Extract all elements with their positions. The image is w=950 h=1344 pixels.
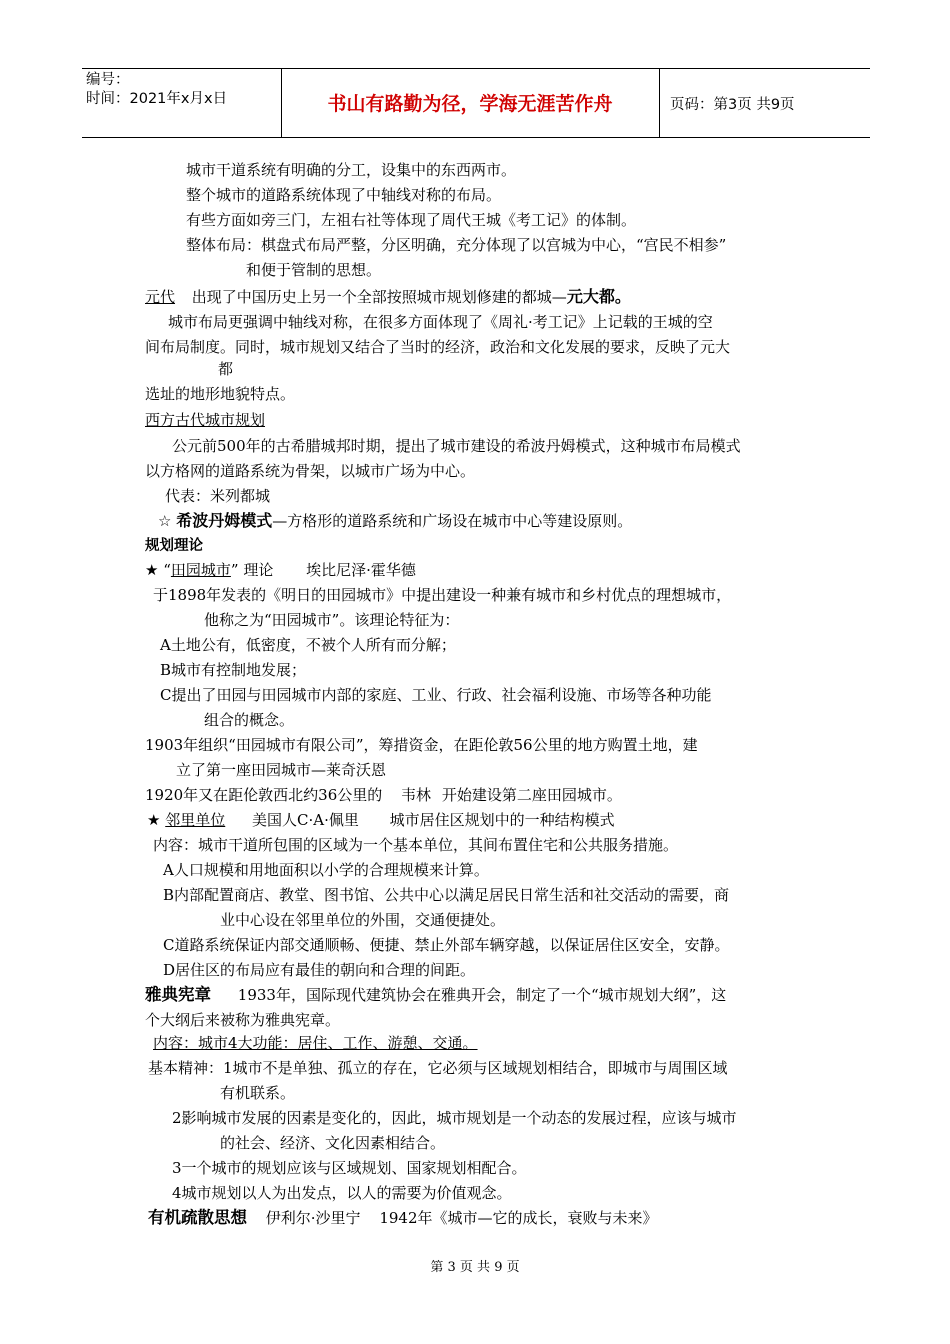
list-item: C道路系统保证内部交通顺畅、便捷、禁止外部车辆穿越，以保证居住区安全，安静。 <box>163 936 730 954</box>
text-span: 1933年，国际现代建筑协会在雅典开会，制定了一个“城市规划大纲”，这 <box>237 986 727 1004</box>
text-line: 都 <box>218 360 234 378</box>
text-line: 选址的地形地貌特点。 <box>145 385 296 403</box>
header-page-label: 页码：第3页 共9页 <box>670 97 795 113</box>
list-item: B城市有控制地发展； <box>160 661 307 679</box>
section-line-hippodamus <box>158 511 632 531</box>
text-span: ” 理论 <box>230 561 274 579</box>
text-span: —方格形的道路系统和广场设在城市中心等建设原则。 <box>272 512 633 530</box>
header-divider <box>659 69 660 137</box>
author-perry: 美国人C·A·佩里 <box>252 811 359 829</box>
list-item: A土地公有，低密度，不被个人所有而分解； <box>160 636 456 654</box>
list-item: 2影响城市发展的因素是变化的，因此，城市规划是一个动态的发展过程，应该与城市 <box>172 1109 737 1127</box>
text-line-underlined: 内容：城市4大功能：居住、工作、游憩、交通。 <box>153 1034 478 1052</box>
author-saarinen: 伊利尔·沙里宁 <box>265 1209 361 1227</box>
text-line: 基本精神：1城市不是单独、孤立的存在，它必须与区域规划相结合，即城市与周围区域 <box>148 1059 728 1077</box>
heading-west: 西方古代城市规划 <box>145 411 266 429</box>
date-label: 时间：2021年x月x日 <box>86 91 228 107</box>
text-line: 代表：米列都城 <box>165 487 271 505</box>
list-item: D居住区的布局应有最佳的朝向和合理的间距。 <box>163 961 476 979</box>
keyword-athens-charter: 雅典宪章 <box>145 985 211 1004</box>
keyword-yuandadu: 元大都。 <box>566 287 631 306</box>
star-filled-icon: ★ <box>147 811 161 829</box>
keyword-hippodamus: 希波丹姆模式 <box>176 511 273 530</box>
text-line-1920 <box>145 785 622 805</box>
text-line: 个大纲后来被称为雅典宪章。 <box>145 1011 341 1029</box>
text-line: 整个城市的道路系统体现了中轴线对称的布局。 <box>186 186 502 204</box>
text-line: 有些方面如旁三门，左祖右社等体现了周代王城《考工记》的体制。 <box>186 211 637 229</box>
text-line: 整体布局：棋盘式布局严整，分区明确，充分体现了以宫城为中心，“宫民不相参” <box>186 236 727 254</box>
heading-yuan: 元代 <box>145 288 176 306</box>
text-line: 1903年组织“田园城市有限公司”，筹措资金，在距伦敦56公里的地方购置土地，建 <box>145 736 698 754</box>
list-item: B内部配置商店、教堂、图书馆、公共中心以满足居民日常生活和社交活动的需要，商 <box>163 886 730 904</box>
text-span: 城市居住区规划中的一种结构模式 <box>389 811 615 829</box>
page-footer: 第 3 页 共 9 页 <box>430 1260 520 1275</box>
text-span: 出现了中国历史上另一个全部按照城市规划修建的都城— <box>191 288 567 306</box>
header-motto: 书山有路勤为径，学海无涯苦作舟 <box>327 93 613 115</box>
text-line: 的社会、经济、文化因素相结合。 <box>220 1134 446 1152</box>
text-line: 有机联系。 <box>220 1084 296 1102</box>
text-span: 韦林 <box>401 786 432 804</box>
text-line: 他称之为“田园城市”。该理论特征为： <box>204 611 460 629</box>
text-span: 开始建设第二座田园城市。 <box>441 786 622 804</box>
text-line: 于1898年发表的《明日的田园城市》中提出建设一种兼有城市和乡村优点的理想城市， <box>153 586 732 604</box>
star-outline-icon: ☆ <box>158 512 172 530</box>
header-divider <box>281 69 282 137</box>
list-item: A人口规模和用地面积以小学的合理规模来计算。 <box>163 861 489 879</box>
list-item: 4城市规划以人为出发点，以人的需要为价值观念。 <box>172 1184 512 1202</box>
keyword-neighborhood-unit: 邻里单位 <box>165 811 226 829</box>
text-line: 和便于管制的思想。 <box>246 261 382 279</box>
section-line-athens <box>145 985 726 1005</box>
text-line: 业中心设在邻里单位的外围，交通便捷处。 <box>220 911 506 929</box>
list-item: 3一个城市的规划应该与区域规划、国家规划相配合。 <box>172 1159 527 1177</box>
keyword-organic-decentralization: 有机疏散思想 <box>148 1208 247 1227</box>
text-line: 立了第一座田园城市—莱奇沃恩 <box>176 761 387 779</box>
section-line-neighborhood <box>147 810 615 830</box>
section-line-yuan <box>145 287 631 307</box>
text-span: 1942年《城市—它的成长，衰败与未来》 <box>379 1209 658 1227</box>
star-filled-icon: ★ “ <box>145 561 171 579</box>
text-line: 组合的概念。 <box>204 711 295 729</box>
section-line-garden-city <box>145 560 416 580</box>
text-line: 内容：城市干道所包围的区域为一个基本单位，其间布置住宅和公共服务措施。 <box>153 836 679 854</box>
heading-theory: 规划理论 <box>145 538 203 554</box>
list-item: C提出了田园与田园城市内部的家庭、工业、行政、社会福利设施、市场等各种功能 <box>160 686 712 704</box>
text-line: 间布局制度。同时，城市规划又结合了当时的经济，政治和文化发展的要求，反映了元大 <box>145 338 731 356</box>
header-left <box>86 71 227 109</box>
number-label: 编号： <box>86 72 130 88</box>
text-line: 城市布局更强调中轴线对称，在很多方面体现了《周礼·考工记》上记载的王城的空 <box>168 313 713 331</box>
author-howard: 埃比尼泽·霍华德 <box>306 561 416 579</box>
page-header <box>82 68 870 138</box>
text-line: 以方格网的道路系统为骨架，以城市广场为中心。 <box>145 462 476 480</box>
text-span: 1920年又在距伦敦西北约36公里的 <box>145 786 383 804</box>
text-line: 城市干道系统有明确的分工，设集中的东西两市。 <box>186 161 517 179</box>
section-line-organic <box>148 1208 658 1228</box>
keyword-garden-city: 田园城市 <box>170 561 231 579</box>
text-line: 公元前500年的古希腊城邦时期，提出了城市建设的希波丹姆模式，这种城市布局模式 <box>172 437 741 455</box>
